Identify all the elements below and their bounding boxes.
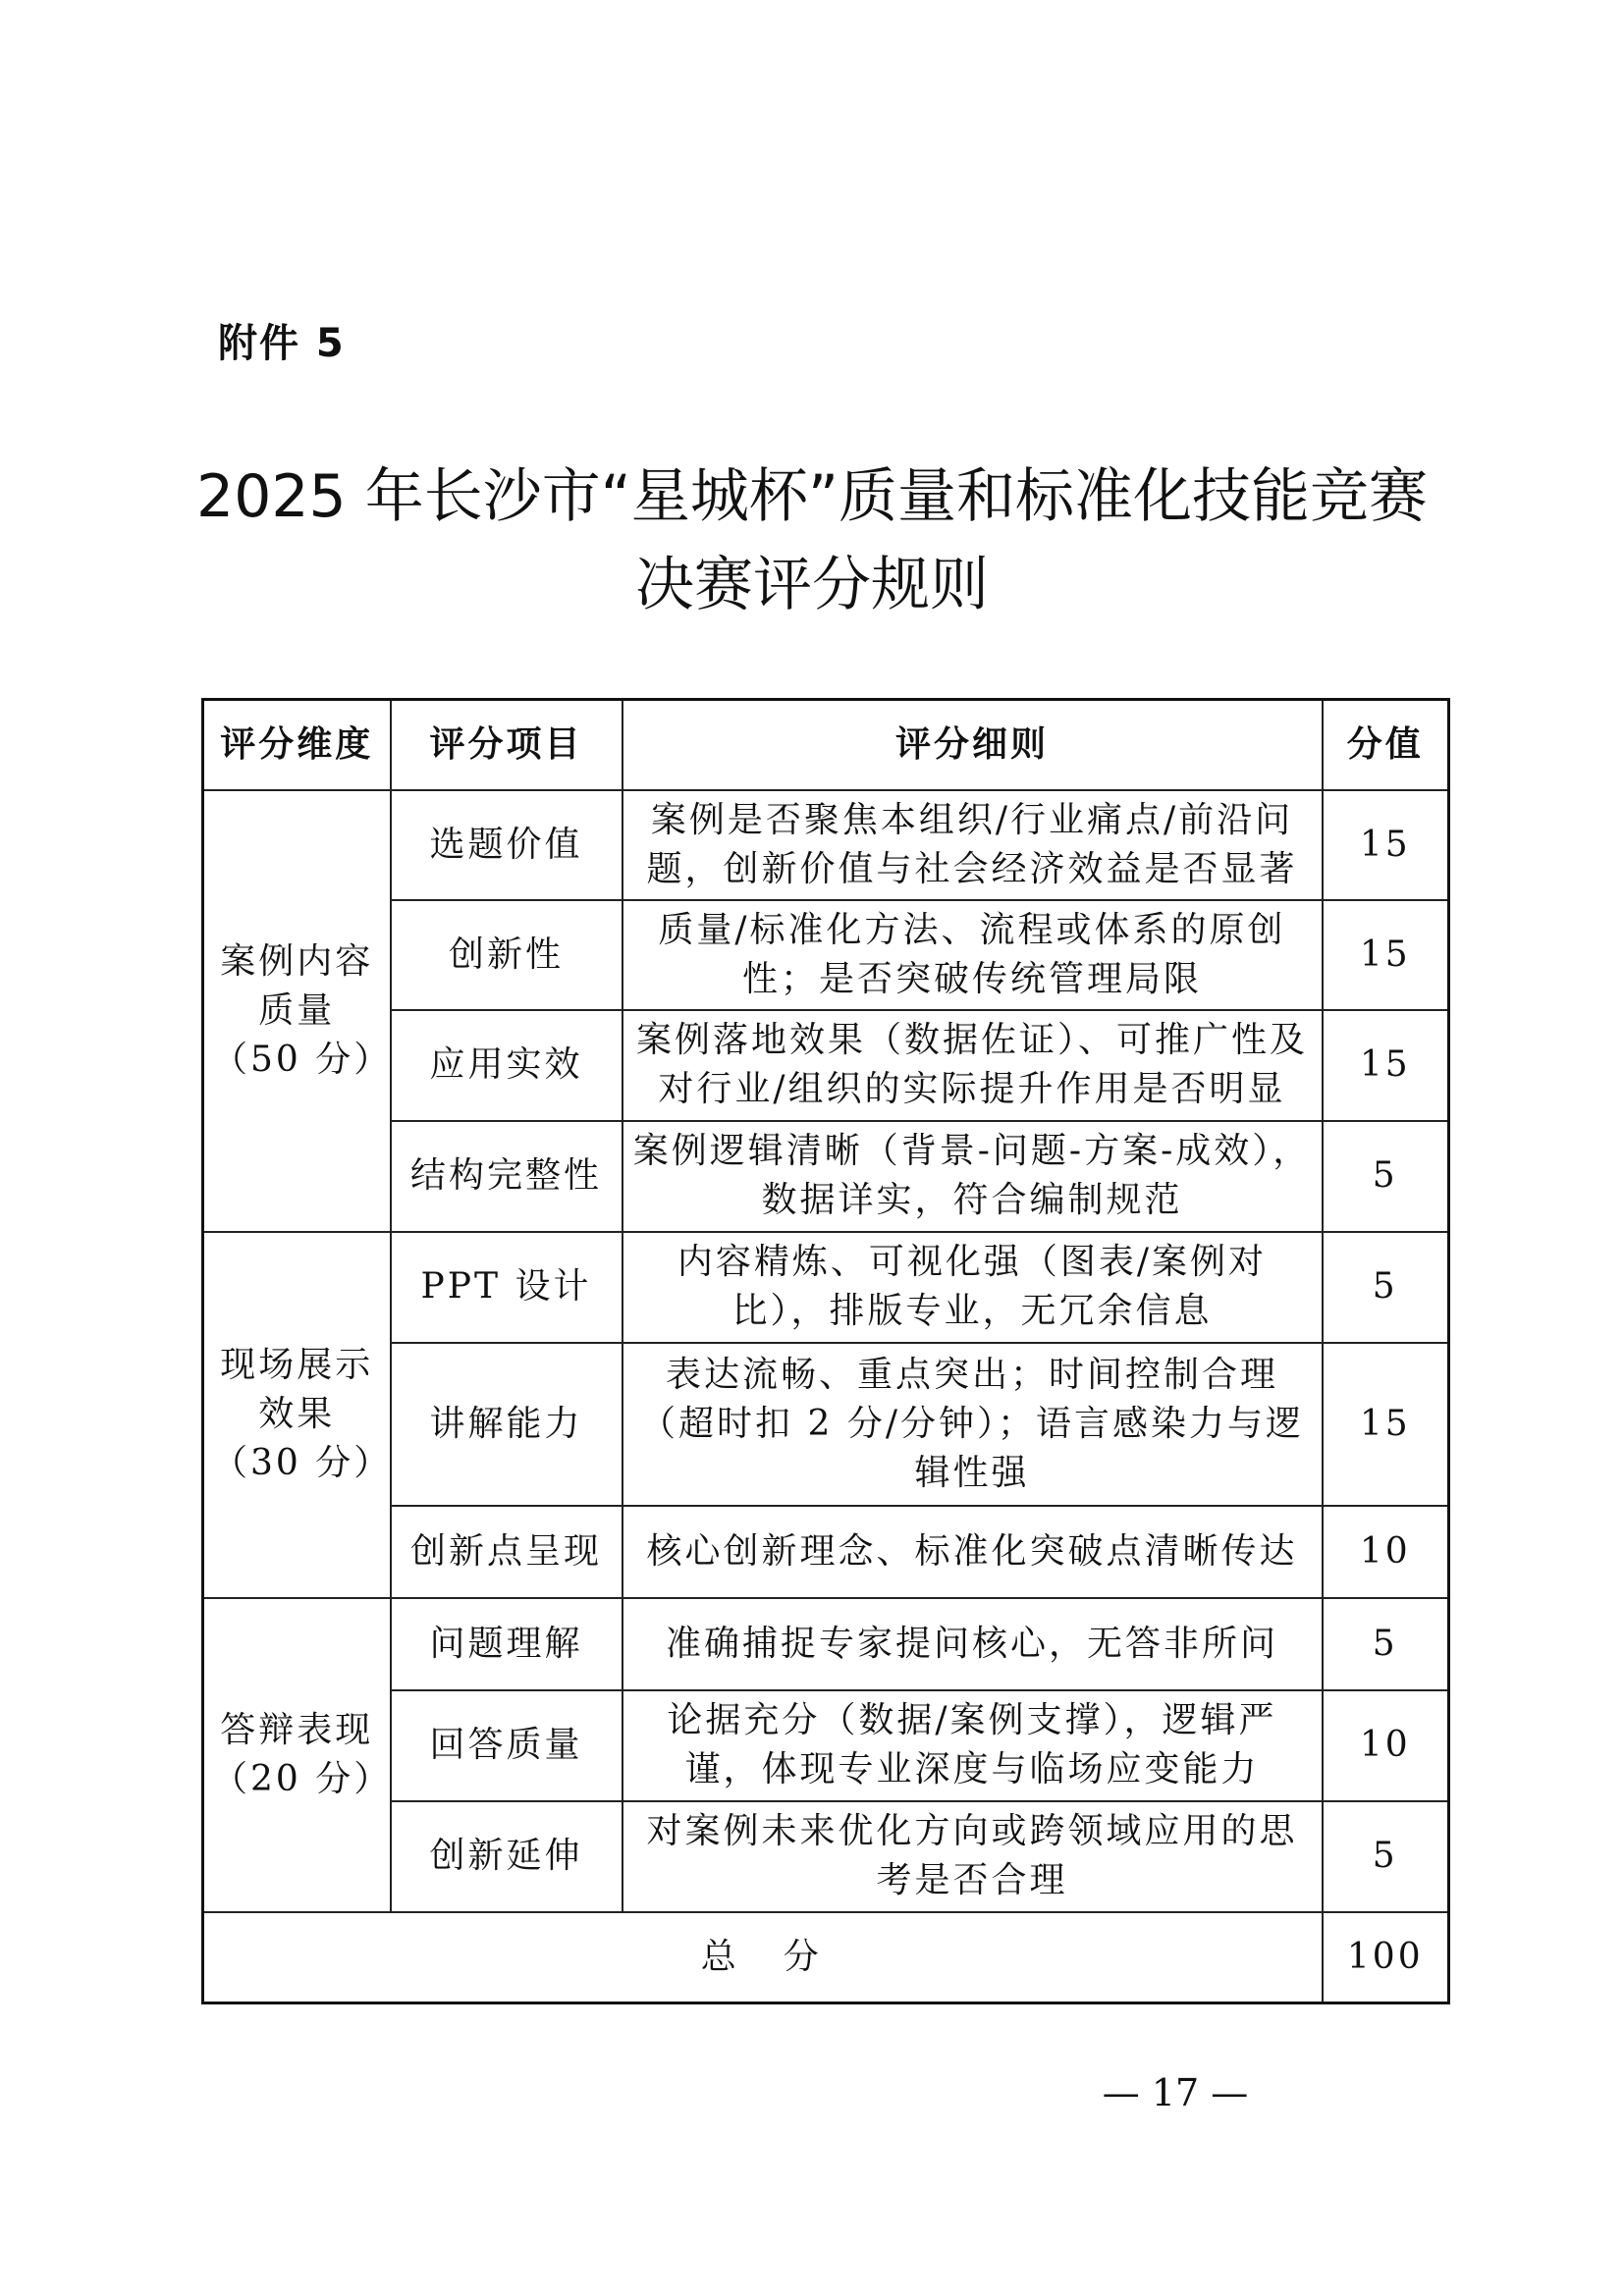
detail-cell: 内容精炼、可视化强（图表/案例对比），排版专业，无冗余信息 [623, 1232, 1323, 1343]
table-row [203, 1506, 1449, 1598]
detail-cell: 论据充分（数据/案例支撑），逻辑严谨，体现专业深度与临场应变能力 [623, 1690, 1323, 1801]
item-cell: 结构完整性 [391, 1121, 623, 1232]
detail-cell: 质量/标准化方法、流程或体系的原创性；是否突破传统管理局限 [623, 900, 1323, 1010]
table-row [203, 1232, 1449, 1343]
dimension-line: 质量 [258, 989, 336, 1031]
score-cell: 15 [1323, 1343, 1449, 1506]
item-cell: 创新性 [391, 900, 623, 1010]
page-number-text: — 17 — [1102, 2071, 1249, 2114]
total-label: 总 分 [203, 1912, 1323, 2003]
table-row [203, 790, 1449, 900]
item-cell: 讲解能力 [391, 1343, 623, 1506]
table-row [203, 1121, 1449, 1232]
dimension-cell [203, 1598, 391, 1912]
dimension-cell [203, 790, 391, 1232]
score-cell: 5 [1323, 1801, 1449, 1912]
detail-cell: 案例落地效果（数据佐证）、可推广性及对行业/组织的实际提升作用是否明显 [623, 1010, 1323, 1121]
document-title-line1: 2025 年长沙市“星城杯”质量和标准化技能竞赛 [196, 462, 1428, 531]
item-cell: PPT 设计 [391, 1232, 623, 1343]
item-cell: 创新点呈现 [391, 1506, 623, 1598]
detail-cell: 准确捕捉专家提问核心，无答非所问 [623, 1598, 1323, 1690]
table-row [203, 1598, 1449, 1690]
detail-cell: 核心创新理念、标准化突破点清晰传达 [623, 1506, 1323, 1598]
item-cell: 问题理解 [391, 1598, 623, 1690]
table-row [203, 1801, 1449, 1912]
score-cell: 15 [1323, 900, 1449, 1010]
dimension-line: （50 分） [212, 1039, 393, 1080]
total-row [203, 1912, 1449, 2003]
header-score: 分值 [1323, 700, 1449, 790]
table-row [203, 900, 1449, 1010]
score-cell: 5 [1323, 1121, 1449, 1232]
item-cell: 应用实效 [391, 1010, 623, 1121]
attachment-label: 附件 5 [218, 321, 346, 366]
dimension-line: （30 分） [212, 1443, 393, 1483]
table-header-row [203, 700, 1449, 790]
header-detail: 评分细则 [623, 700, 1323, 790]
score-cell: 10 [1323, 1506, 1449, 1598]
score-cell: 10 [1323, 1690, 1449, 1801]
header-item: 评分项目 [391, 700, 623, 790]
score-cell: 5 [1323, 1232, 1449, 1343]
score-cell: 15 [1323, 1010, 1449, 1121]
dimension-line: （20 分） [212, 1758, 393, 1799]
score-cell: 15 [1323, 790, 1449, 900]
detail-cell: 案例逻辑清晰（背景-问题-方案-成效），数据详实，符合编制规范 [623, 1121, 1323, 1232]
detail-cell: 表达流畅、重点突出；时间控制合理（超时扣 2 分/分钟）；语言感染力与逻辑性强 [623, 1343, 1323, 1506]
dimension-line: 答辩表现 [220, 1709, 374, 1750]
dimension-line: 效果 [258, 1394, 336, 1434]
dimension-line: 案例内容 [220, 940, 374, 982]
item-cell: 选题价值 [391, 790, 623, 900]
scoring-table [201, 698, 1450, 2004]
detail-cell: 案例是否聚焦本组织/行业痛点/前沿问题，创新价值与社会经济效益是否显著 [623, 790, 1323, 900]
total-score: 100 [1323, 1912, 1449, 2003]
score-cell: 5 [1323, 1598, 1449, 1690]
header-dimension: 评分维度 [203, 700, 391, 790]
dimension-line: 现场展示 [220, 1345, 374, 1385]
item-cell: 回答质量 [391, 1690, 623, 1801]
page-number [0, 2071, 1624, 2114]
item-cell: 创新延伸 [391, 1801, 623, 1912]
dimension-cell [203, 1232, 391, 1598]
document-title-line2: 决赛评分规则 [635, 551, 989, 619]
detail-cell: 对案例未来优化方向或跨领域应用的思考是否合理 [623, 1801, 1323, 1912]
